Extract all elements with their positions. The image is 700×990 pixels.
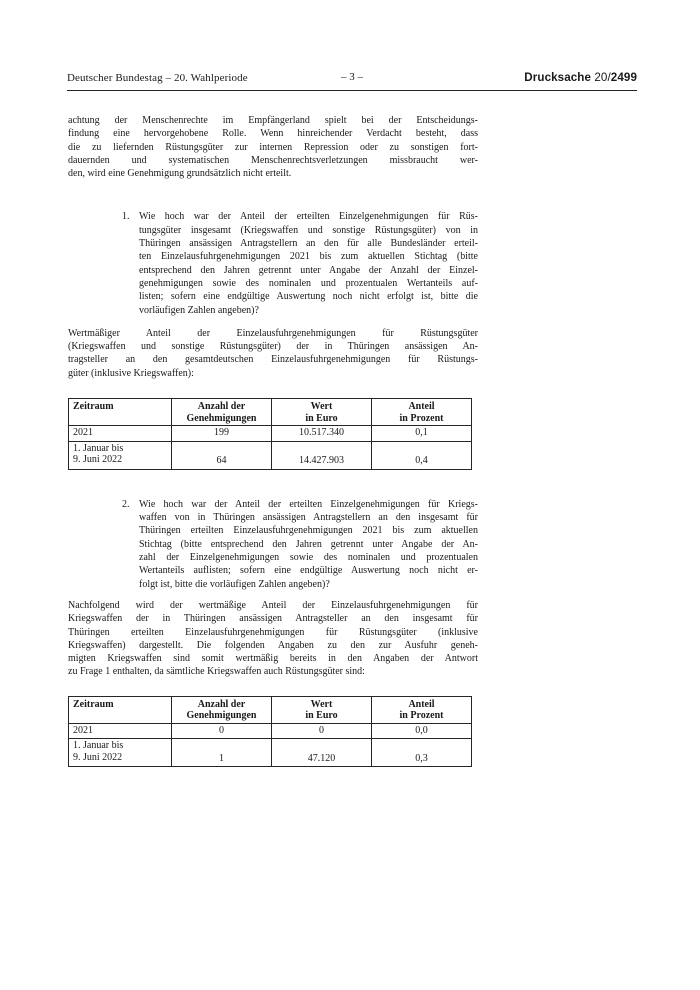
table-header-row (69, 399, 472, 426)
text-line: migten Kriegswaffen sind somit wertmäßig bereits in den Angaben der Antwort (68, 653, 478, 665)
text-line: Wie hoch war der Anteil der erteilten Einzelgenehmigungen für Kriegs- (139, 498, 478, 510)
cell-anteil: 0,4 (372, 441, 472, 469)
text-line: tragsteller an den gesamtdeutschen Einzelausfuhrgenehmigungen für Rüstungs- (68, 354, 478, 366)
table-ruestungsgueter (68, 398, 472, 470)
cell-anzahl: 0 (172, 723, 272, 739)
column-header-anzahl (172, 399, 272, 426)
question-2-number: 2. (122, 498, 130, 510)
cell-wert: 10.517.340 (272, 426, 372, 442)
cell-anzahl: 199 (172, 426, 272, 442)
text-line: Wie hoch war der Anteil der erteilten Einzelgenehmigungen für Rüs- (139, 211, 478, 223)
question-2-text (139, 498, 478, 591)
text-line: listen; sofern eine endgültige Auswertung noch nicht erfolgt ist, bitte die (139, 291, 478, 303)
text-line: in Prozent (399, 710, 444, 722)
running-header (67, 71, 637, 91)
answer-2-paragraph (68, 599, 478, 679)
text-line: Wert (310, 401, 333, 413)
text-line: Kriegswaffen der in Thüringen ansässigen Antragsteller an den insgesamt für (68, 613, 478, 625)
header-left-text: Deutscher Bundestag – 20. Wahlperiode (67, 72, 248, 84)
text-line: vorläufigen Zahlen angeben)? (139, 304, 259, 316)
cell-anzahl: 1 (172, 739, 272, 767)
cell-zeitraum (69, 426, 172, 442)
text-line: den, wird eine Genehmigung grundsätzlich nicht erteilt. (68, 168, 292, 180)
cell-anzahl: 64 (172, 441, 272, 469)
cell-zeitraum (69, 441, 172, 469)
text-line: ten Einzelausfuhrgenehmigungen 2021 bis zum aktuellen Stichtag (bitte (139, 251, 478, 263)
question-2 (122, 498, 478, 591)
table-kriegswaffen (68, 696, 472, 768)
text-line: in Prozent (399, 412, 444, 424)
cell-wert: 14.427.903 (272, 441, 372, 469)
text-line: Genehmigungen (186, 710, 257, 722)
text-line: Genehmigungen (186, 412, 257, 424)
text-line: Kriegswaffen) dargestellt. Die folgenden Angaben zu den zur Ausfuhr geneh- (68, 639, 478, 651)
column-header-zeitraum (69, 696, 172, 723)
text-line: Anzahl der (197, 401, 246, 413)
cell-zeitraum (69, 739, 172, 767)
cell-anteil: 0,1 (372, 426, 472, 442)
text-line: achtung der Menschenrechte im Empfängerland spielt bei der Entscheidungs- (68, 115, 478, 126)
column-header-anteil (372, 399, 472, 426)
text-line: zu Frage 1 enthalten, da sämtliche Kriegswaffen auch Rüstungsgüter sind: (68, 666, 365, 678)
question-1-number: 1. (122, 211, 130, 223)
text-line: 2021 (73, 427, 93, 439)
column-header-wert (272, 399, 372, 426)
text-line: entsprechend den Jahren getrennt unter Angabe der Anzahl der Einzel- (139, 264, 478, 276)
column-header-anzahl (172, 696, 272, 723)
table-row (69, 441, 472, 469)
drucksache-label: Drucksache (524, 71, 592, 84)
text-line: Nachfolgend wird der wertmäßige Anteil der Einzelausfuhrgenehmigungen für (68, 599, 478, 611)
table-header-row (69, 696, 472, 723)
cell-wert: 47.120 (272, 739, 372, 767)
cell-anteil: 0,3 (372, 739, 472, 767)
text-line: güter (inklusive Kriegswaffen): (68, 367, 194, 379)
text-line: zahl der Einzelgenehmigungen sowie des nominalen und prozentualen (139, 552, 478, 564)
text-line: 1. Januar bis (73, 442, 124, 454)
text-line: tungsgüter insgesamt (Kriegswaffen und sonstige Rüstungsgüter) von in (139, 224, 478, 236)
text-line: findung eine hervorgehobene Rolle. Wenn hinreichender Verdacht besteht, dass (68, 128, 478, 140)
question-1-text (139, 210, 478, 316)
text-line: Anteil (408, 698, 435, 710)
answer-1-paragraph (68, 327, 478, 380)
text-line: waffen von in Thüringen ansässigen Antragstellern an den insgesamt für (139, 512, 478, 524)
page-number: – 3 – (341, 71, 363, 83)
text-line: Zeitraum (73, 698, 114, 710)
drucksache-number-prefix: 20/ (594, 71, 611, 84)
cell-anteil: 0,0 (372, 723, 472, 739)
table-row (69, 739, 472, 767)
text-line: Thüringen erteilten Einzelausfuhrgenehmigungen für Rüstungsgüter (inklusive (68, 626, 478, 638)
table-row (69, 426, 472, 442)
text-line: Anteil (408, 401, 435, 413)
text-line: Zeitraum (73, 401, 114, 413)
text-line: Thüringen erteilten Einzelausfuhrgenehmigungen 2021 bis zum aktuellen (139, 525, 478, 537)
drucksache-number: 2499 (610, 71, 637, 84)
text-line: Wertanteils auflisten; sofern eine endgültige Auswertung noch nicht er- (139, 565, 478, 577)
question-1 (122, 210, 478, 316)
text-line: Thüringen ansässigen Antragstellern an den für alle Bundesländer erteil- (139, 238, 478, 250)
text-line: dauernden und systematischen Menschenrechtsverletzungen missbraucht wer- (68, 154, 478, 166)
text-line: 2021 (73, 724, 93, 736)
text-line: 9. Juni 2022 (73, 454, 123, 466)
text-line: Wertmäßiger Anteil der Einzelausfuhrgenehmigungen für Rüstungsgüter (68, 327, 478, 339)
intro-paragraph (68, 114, 478, 180)
cell-zeitraum (69, 723, 172, 739)
text-line: (Kriegswaffen und sonstige Rüstungsgüter) der in Thüringen ansässigen An- (68, 341, 478, 353)
column-header-zeitraum (69, 399, 172, 426)
text-line: Anzahl der (197, 698, 246, 710)
page-body (68, 114, 478, 767)
text-line: in Euro (305, 710, 338, 722)
text-line: Stichtag (bitte entsprechend den Jahren getrennt unter Angabe der An- (139, 538, 478, 550)
text-line: die zu liefernden Rüstungsgüter zur internen Repression oder zu sonstigen fort- (68, 141, 478, 153)
text-line: in Euro (305, 412, 338, 424)
text-line: folgt ist, bitte die vorläufigen Zahlen angeben)? (139, 578, 330, 590)
text-line: Wert (310, 698, 333, 710)
column-header-anteil (372, 696, 472, 723)
column-header-wert (272, 696, 372, 723)
table-row (69, 723, 472, 739)
cell-wert: 0 (272, 723, 372, 739)
text-line: genehmigungen sowie des nominalen und prozentualen Wertanteils auf- (139, 277, 478, 289)
text-line: 1. Januar bis (73, 740, 124, 752)
text-line: 9. Juni 2022 (73, 752, 123, 764)
